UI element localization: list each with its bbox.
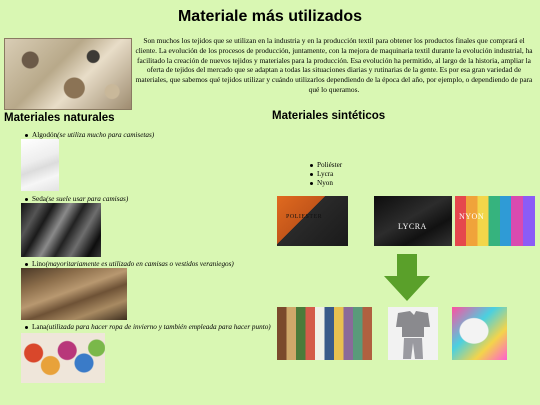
item-name: Poliéster [317, 161, 343, 169]
item-note: (utilizada para hacer ropa de invierno y también empleada para hacer punto) [46, 323, 271, 331]
nylon-image-label: NYON [459, 212, 485, 221]
page-title: Materiale más utilizados [177, 8, 363, 25]
item-name: Nyon [317, 179, 333, 187]
item-name: Algodón [32, 131, 58, 139]
bullet-icon [310, 164, 313, 167]
bullet-icon [25, 326, 28, 329]
cotton-image [21, 139, 59, 191]
sneakers-image [452, 307, 507, 360]
item-note: (mayoritariamente es utilizado en camisas o vestidos veraniegos) [45, 260, 234, 268]
bullet-icon [310, 173, 313, 176]
vintage-sewing-image [4, 38, 132, 110]
item-name: Lycra [317, 170, 334, 178]
nylon-image [455, 196, 535, 246]
sportswear-image [388, 307, 438, 360]
bullet-icon [25, 134, 28, 137]
lycra-image [374, 196, 452, 246]
list-item-polyester [310, 161, 342, 170]
linen-image [21, 268, 127, 320]
wool-image [21, 333, 105, 383]
down-arrow-icon [382, 254, 432, 302]
bullet-icon [25, 263, 28, 266]
bullet-icon [310, 182, 313, 185]
natural-materials-heading: Materiales naturales [4, 112, 115, 124]
item-note: (se utiliza mucho para camisetas) [57, 131, 155, 139]
item-name: Lino [32, 260, 46, 268]
polyester-image-label: POLIESTER [286, 214, 323, 220]
list-item-nylon [310, 179, 333, 188]
lycra-image-label: LYCRA [398, 222, 427, 231]
item-name: Lana [32, 323, 47, 331]
item-note: (se suele usar para camisas) [45, 195, 129, 203]
intro-paragraph: Son muchos los tejidos que se utilizan en la industria y en la producción textil para obtener los productos finales que comprará el cliente. La evolución de los procesos de producción, juntamente, con la mejora de maquinaria textil durante la evolución industrial, ha facilitado la creación de nuevos tejidos y materiales para la producción. Esa evolución ha permitido, al largo de la historia, ampliar la oferta de tejidos del mercado que se adaptan a todas las situaciones diarias y rutinarias de la gente. Es por esa gran variedad de materiales, que sabemos qué tejidos utilizar y cuándo utilizarlos dependiendo de la época del año, por ejemplo, o dependiendo de para qué lo queramos. [135, 36, 533, 94]
bullet-icon [25, 198, 28, 201]
polyester-image [277, 196, 348, 246]
list-item-lycra [310, 170, 333, 179]
list-item-wool [25, 323, 271, 332]
clothing-rack-image [277, 307, 372, 360]
silk-image [21, 203, 101, 257]
item-name: Seda [32, 195, 46, 203]
synthetic-materials-heading: Materiales sintéticos [272, 110, 386, 122]
